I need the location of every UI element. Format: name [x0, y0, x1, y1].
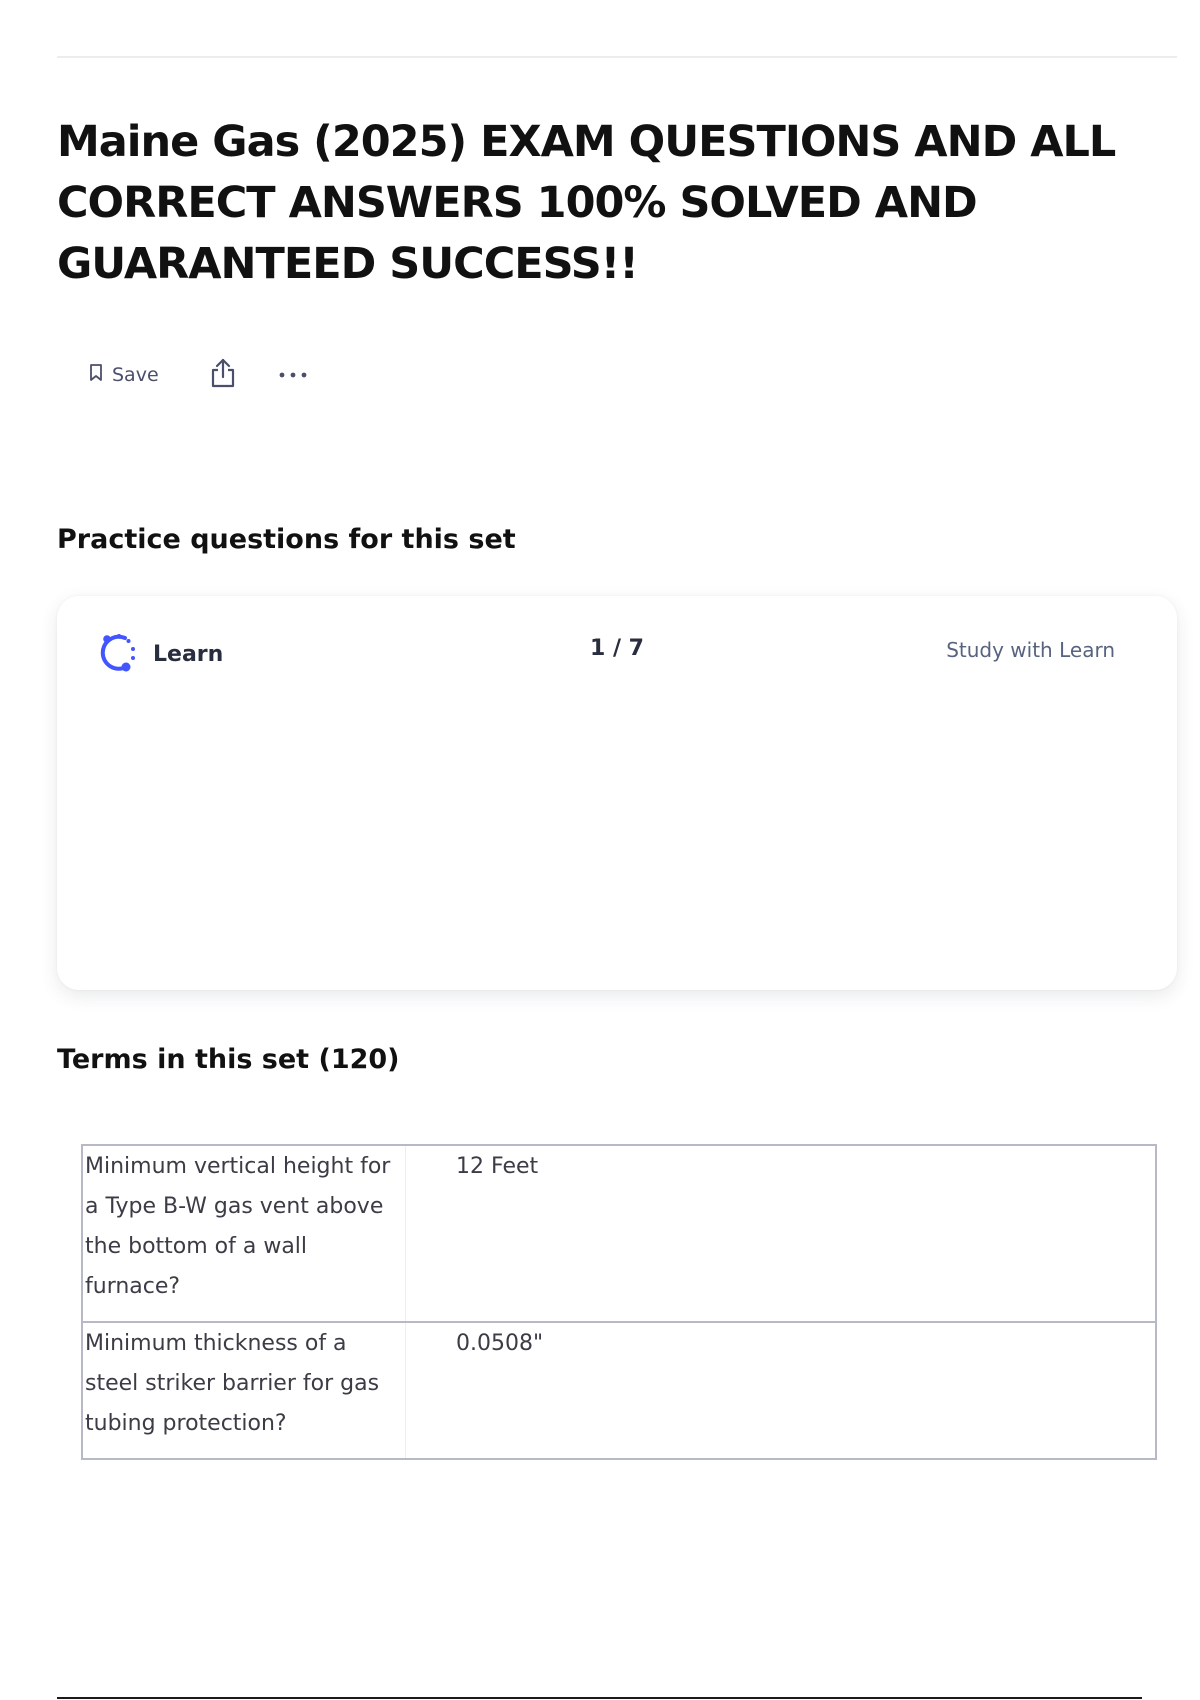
table-row: [83, 1321, 1155, 1458]
learn-label: Learn: [153, 642, 224, 667]
learn-practice-card: [57, 596, 1177, 990]
bottom-divider: [57, 1697, 1142, 1699]
bookmark-icon: [88, 363, 104, 388]
study-with-learn-link[interactable]: Study with Learn: [946, 638, 1115, 662]
term-answer: 0.0508": [456, 1331, 544, 1356]
term-question: Minimum vertical height for a Type B-W gas vent above the bottom of a wall furnace?: [83, 1146, 406, 1321]
term-question: Minimum thickness of a steel striker barrier for gas tubing protection?: [83, 1323, 406, 1458]
terms-table: [81, 1144, 1157, 1460]
set-actions-toolbar: [78, 355, 313, 395]
share-icon: [209, 357, 237, 394]
more-horizontal-icon: [278, 366, 308, 384]
save-label: Save: [112, 364, 159, 386]
table-row: [83, 1146, 1155, 1321]
save-button[interactable]: [78, 359, 169, 392]
top-divider: [57, 56, 1177, 58]
page-title: Maine Gas (2025) EXAM QUESTIONS AND ALL CORRECT ANSWERS 100% SOLVED AND GUARANTEED SUCCESS!!: [57, 117, 1116, 289]
more-options-button[interactable]: [273, 355, 313, 395]
practice-questions-heading: Practice questions for this set: [57, 524, 516, 555]
term-answer: 12 Feet: [456, 1154, 539, 1179]
share-button[interactable]: [203, 355, 243, 395]
terms-heading: Terms in this set (120): [57, 1044, 400, 1075]
question-progress: 1 / 7: [590, 636, 644, 661]
